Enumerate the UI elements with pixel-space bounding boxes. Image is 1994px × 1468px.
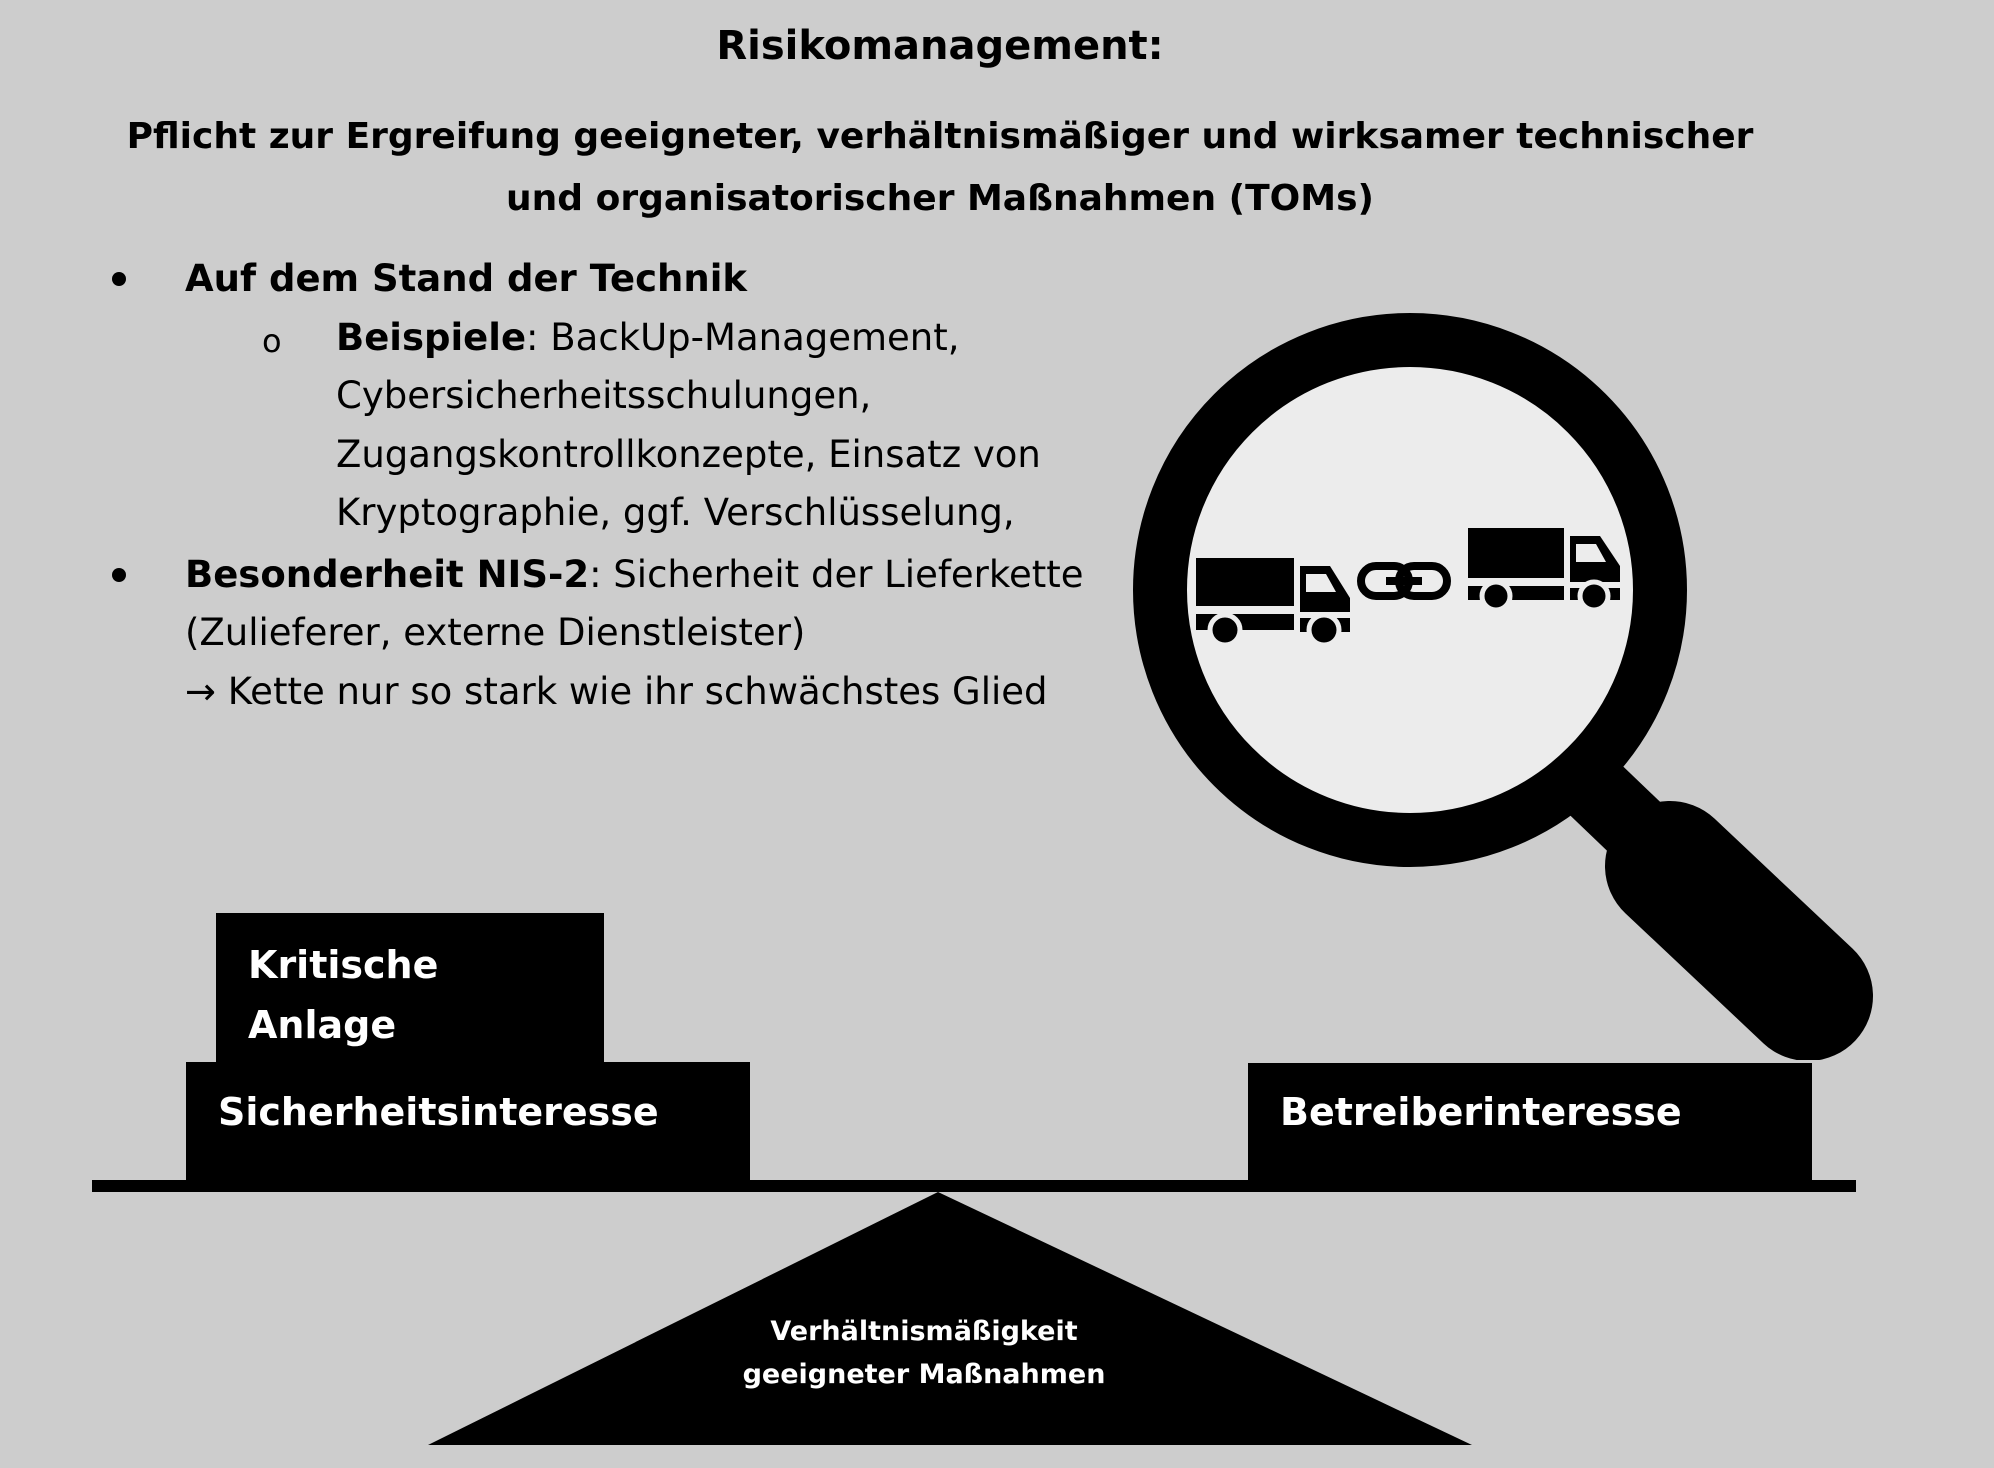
operator-interest-label: Betreiberinteresse	[1280, 1090, 1682, 1134]
examples-text: : BackUp-Management,	[526, 316, 960, 359]
balance-beam	[92, 1180, 1856, 1192]
critical-facility-label: Anlage	[248, 1003, 397, 1047]
page-subtitle: Pflicht zur Ergreifung geeigneter, verhältnismäßiger und wirksamer technischer und organisatorischer Maßnahmen (TOMs)	[126, 116, 1754, 219]
nis2-line	[185, 546, 1083, 604]
fulcrum-label-line: Verhältnismäßigkeit	[770, 1316, 1078, 1347]
bullet-marker	[112, 272, 126, 286]
nis2-heading: Besonderheit NIS-2	[185, 553, 590, 596]
bullet-marker	[112, 568, 126, 582]
magnifying-glass-icon	[1120, 300, 1880, 1060]
security-interest-label: Sicherheitsinteresse	[218, 1090, 659, 1134]
fulcrum-label	[704, 1310, 1144, 1396]
fulcrum-label-line: geeigneter Maßnahmen	[742, 1359, 1106, 1390]
magnifier-handle	[1670, 866, 1808, 996]
examples-text: Kryptographie, ggf. Verschlüsselung,	[336, 491, 1015, 534]
sub-bullet-marker: o	[262, 322, 282, 360]
critical-facility-box	[216, 913, 604, 1073]
examples-line	[336, 309, 960, 367]
nis2-conclusion: → Kette nur so stark wie ihr schwächstes Glied	[185, 670, 1048, 713]
critical-facility-label: Kritische	[248, 943, 439, 987]
bullet-heading-state-of-the-art: Auf dem Stand der Technik	[185, 257, 748, 300]
nis2-text: (Zulieferer, externe Dienstleister)	[185, 611, 806, 654]
page-title: Risikomanagement:	[716, 23, 1164, 69]
security-interest-box	[186, 1062, 750, 1186]
examples-heading: Beispiele	[336, 316, 527, 359]
examples-text: Zugangskontrollkonzepte, Einsatz von	[336, 433, 1041, 476]
nis2-text: : Sicherheit der Lieferkette	[589, 553, 1084, 596]
operator-interest-box	[1248, 1063, 1812, 1186]
examples-text: Cybersicherheitsschulungen,	[336, 374, 872, 417]
truck-icon	[1468, 528, 1620, 610]
